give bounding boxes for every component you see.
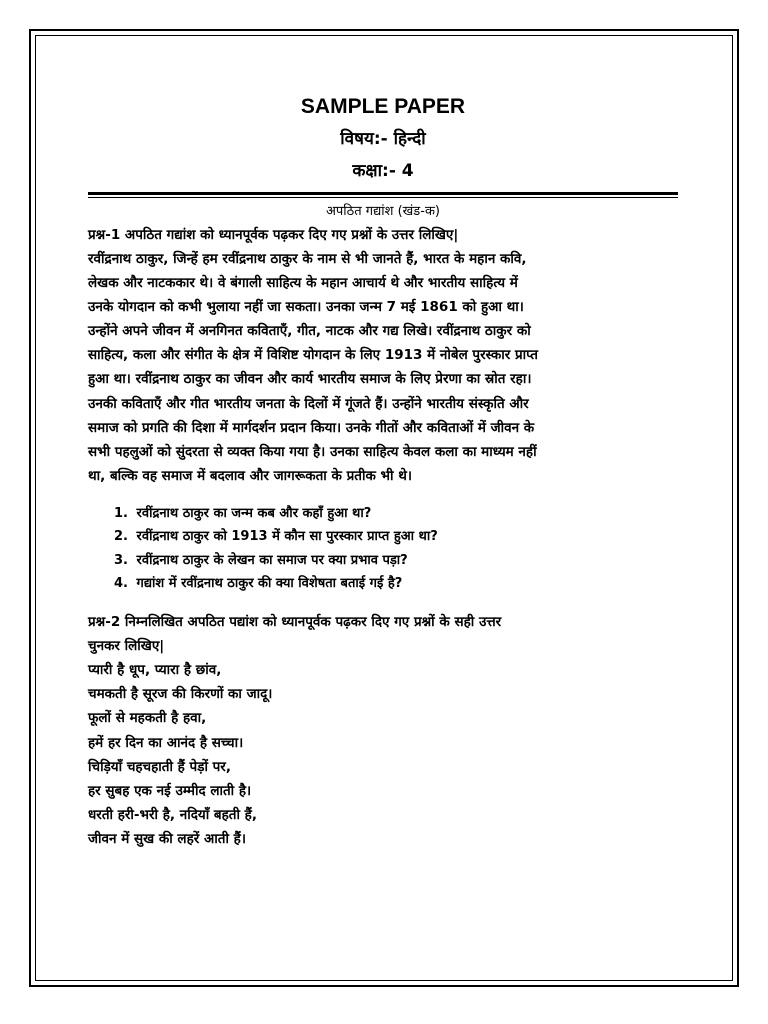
question-2-prompt-line: प्रश्न-2 निम्नलिखित अपठित पद्यांश को ध्यानपूर्वक पढ़कर दिए गए प्रश्नों के सही उत्तर xyxy=(88,613,502,630)
poem-line: हमें हर दिन का आनंद है सच्चा। xyxy=(88,734,244,751)
subquestion-item xyxy=(114,502,678,526)
passage-line: रवींद्रनाथ ठाकुर, जिन्हें हम रवींद्रनाथ ठाकुर के नाम से भी जानते हैं, भारत के महान कवि, xyxy=(88,251,527,267)
subquestion-number: 2. xyxy=(114,529,128,545)
poem-line: चमकती है सूरज की किरणों का जादू। xyxy=(88,686,273,703)
subquestion-text: रवींद्रनाथ ठाकुर को 1913 में कौन सा पुरस्कार प्राप्त हुआ था? xyxy=(132,529,438,545)
subquestion-number: 3. xyxy=(114,552,128,568)
poem-line: हर सुबह एक नई उम्मीद लाती है। xyxy=(88,782,252,799)
passage-line: लेखक और नाटककार थे। वे बंगाली साहित्य के महान आचार्य थे और भारतीय साहित्य में xyxy=(88,275,518,292)
poem-line: जीवन में सुख की लहरें आती हैं। xyxy=(88,831,246,848)
subquestion-number: 4. xyxy=(114,576,128,592)
passage-line: उनके योगदान को कभी भुलाया नहीं जा सकता। उनका जन्म 7 मई 1861 को हुआ था। xyxy=(88,299,524,316)
unseen-poem xyxy=(88,658,678,852)
poem-line: फूलों से महकती है हवा, xyxy=(88,710,207,727)
header-divider-thick xyxy=(88,192,678,195)
passage-line: उनकी कविताएँ और गीत भारतीय जनता के दिलों में गूंजते हैं। उन्होंने भारतीय संस्कृति और xyxy=(88,395,529,412)
subquestion-text: रवींद्रनाथ ठाकुर के लेखन का समाज पर क्या प्रभाव पड़ा? xyxy=(132,552,408,568)
poem-line: धरती हरी-भरी है, नदियाँ बहती हैं, xyxy=(88,807,257,824)
question-1-subquestions xyxy=(114,502,678,596)
question-1-prompt: प्रश्न-1 अपठित गद्यांश को ध्यानपूर्वक पढ़कर दिए गए प्रश्नों के उत्तर लिखिए| xyxy=(88,227,459,243)
subquestion-item xyxy=(114,572,678,596)
paper-content xyxy=(88,92,678,852)
unseen-passage xyxy=(88,247,678,488)
poem-line: चिड़ियाँ चहचहाती हैं पेड़ों पर, xyxy=(88,758,231,775)
passage-line: उन्होंने अपने जीवन में अनगिनत कविताएँ, गीत, नाटक और गद्य लिखे। रवींद्रनाथ ठाकुर को xyxy=(88,323,531,340)
header-divider-thin xyxy=(88,197,678,198)
subject-line: विषय:- हिन्दी xyxy=(340,129,426,149)
passage-line: सभी पहलुओं को सुंदरता से व्यक्त किया गया है। उनका साहित्य केवल कला का माध्यम नहीं xyxy=(88,443,537,460)
question-2-prompt xyxy=(88,610,678,658)
class-line: कक्षा:- 4 xyxy=(352,161,414,181)
question-2-prompt-line: चुनकर लिखिए| xyxy=(88,637,165,654)
passage-line: समाज को प्रगति की दिशा में मार्गदर्शन प्रदान किया। उनके गीतों और कविताओं में जीवन के xyxy=(88,419,535,436)
poem-line: प्यारी है धूप, प्यारा है छांव, xyxy=(88,661,222,678)
subquestion-item xyxy=(114,549,678,573)
paper-title: SAMPLE PAPER xyxy=(300,95,466,118)
section-title: अपठित गद्यांश (खंड-क) xyxy=(325,204,441,219)
passage-line: साहित्य, कला और संगीत के क्षेत्र में विशिष्ट योगदान के लिए 1913 में नोबेल पुरस्कार प्राप्त xyxy=(88,347,538,364)
subquestion-text: रवींद्रनाथ ठाकुर का जन्म कब और कहाँ हुआ था? xyxy=(132,505,372,521)
passage-line: था, बल्कि वह समाज में बदलाव और जागरूकता के प्रतीक भी थे। xyxy=(88,467,412,484)
passage-line: हुआ था। रवींद्रनाथ ठाकुर का जीवन और कार्य भारतीय समाज के लिए प्रेरणा का स्रोत रहा। xyxy=(88,371,532,388)
subquestion-item xyxy=(114,525,678,549)
subquestion-number: 1. xyxy=(114,505,128,521)
subquestion-text: गद्यांश में रवींद्रनाथ ठाकुर की क्या विशेषता बताई गई है? xyxy=(132,576,403,592)
